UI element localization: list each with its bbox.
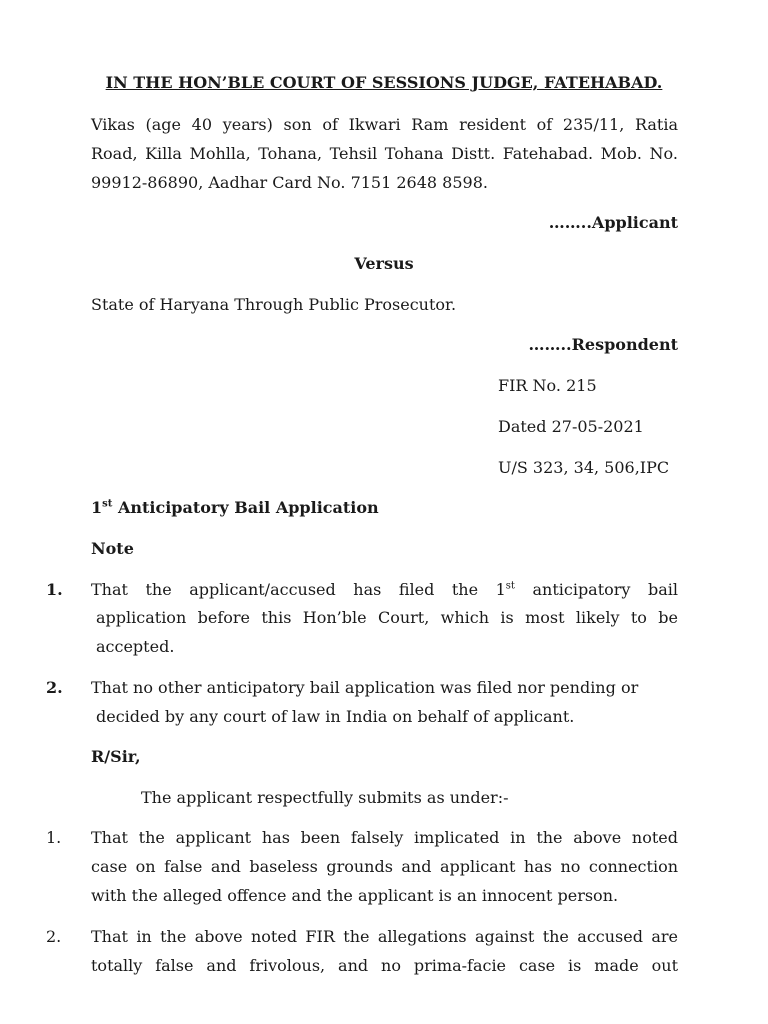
note-item-1-sup: st: [505, 580, 515, 592]
applicant-line-1: Vikas (age 40 years) son of Ikwari Ram resident of 235/11, Ratia: [91, 115, 678, 134]
note-item-2-line-2: decided by any court of law in India on behalf of applicant.: [96, 707, 575, 726]
note-item-1-line-2: application before this Hon’ble Court, which is most likely to be: [96, 608, 678, 627]
application-ordinal-sup: st: [102, 498, 113, 510]
submission-number: 1.: [46, 828, 62, 847]
note-item-1-line-3: accepted.: [96, 637, 175, 656]
note-item-number: 1.: [46, 580, 63, 599]
submission-1-line-2: case on false and baseless grounds and applicant has no connection: [91, 857, 678, 876]
submission-1-line-3: with the alleged offence and the applicant is an innocent person.: [91, 886, 619, 905]
note-item-2-line-1: That no other anticipatory bail application was filed nor pending or: [91, 678, 639, 697]
intro-text: The applicant respectfully submits as under:-: [141, 788, 509, 807]
application-ordinal: 1: [91, 498, 103, 517]
document-title: IN THE HON’BLE COURT OF SESSIONS JUDGE, FATEHABAD.: [105, 73, 663, 92]
submission-1-line-1: That the applicant has been falsely implicated in the above noted: [91, 828, 678, 847]
salutation: R/Sir,: [91, 747, 141, 766]
submission-number: 2.: [46, 927, 62, 946]
application-heading: [91, 498, 379, 517]
note-item-1-text-a: That the applicant/accused has filed the 1: [91, 580, 506, 599]
application-heading-text: Anticipatory Bail Application: [112, 498, 379, 517]
note-item-1-line-1: [91, 580, 678, 599]
fir-sections: U/S 323, 34, 506,IPC: [498, 458, 670, 477]
fir-date: Dated 27-05-2021: [498, 417, 644, 436]
applicant-line-3: 99912-86890, Aadhar Card No. 7151 2648 8598.: [91, 173, 488, 192]
respondent-role: ……..Respondent: [528, 335, 678, 354]
note-item-number: 2.: [46, 678, 63, 697]
note-item-1-text-b: anticipatory bail: [514, 580, 679, 599]
applicant-line-2: Road, Killa Mohlla, Tohana, Tehsil Tohana Distt. Fatehabad. Mob. No.: [91, 144, 678, 163]
submission-2-line-2: totally false and frivolous, and no prima-facie case is made out: [91, 956, 678, 975]
versus-label: Versus: [354, 254, 414, 273]
applicant-role: ……..Applicant: [548, 213, 678, 232]
submission-2-line-1: That in the above noted FIR the allegations against the accused are: [91, 927, 678, 946]
note-heading: Note: [91, 539, 134, 558]
respondent-name: State of Haryana Through Public Prosecutor.: [91, 295, 457, 314]
fir-number: FIR No. 215: [498, 376, 597, 395]
